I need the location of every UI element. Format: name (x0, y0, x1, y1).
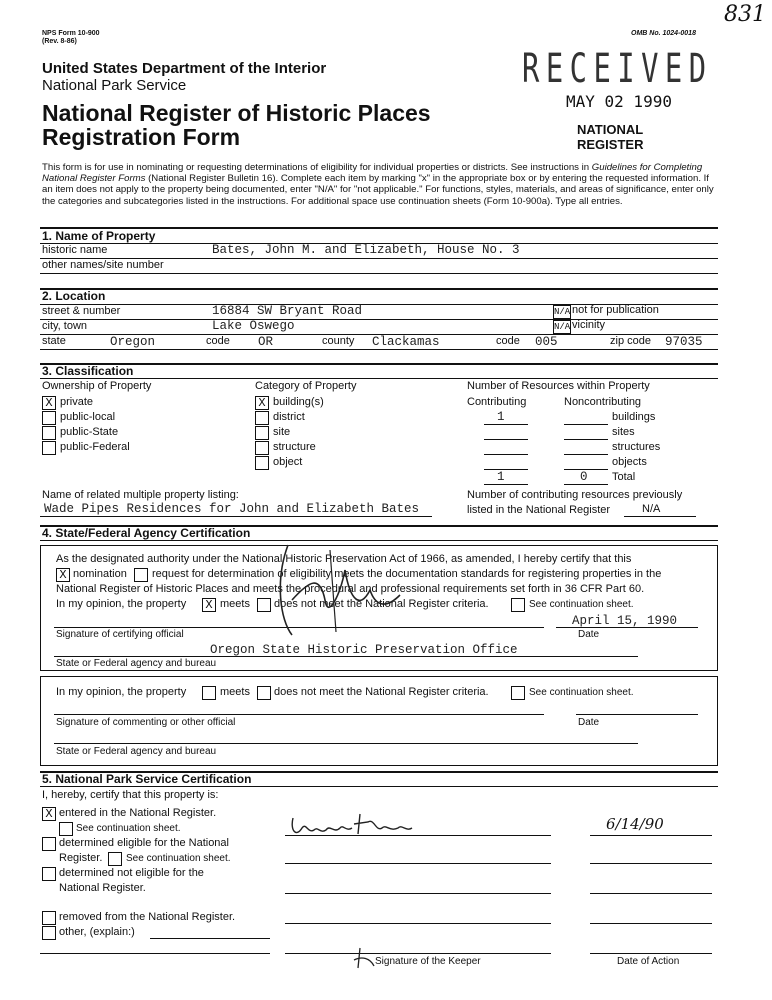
form-title-line1: National Register of Historic Places (42, 100, 431, 126)
agency-label: State or Federal agency and bureau (56, 658, 217, 669)
other-names-label: other names/site number (42, 259, 164, 271)
section5-header: 5. National Park Service Certification (42, 772, 252, 786)
commenting-label: Signature of commenting or other official (56, 717, 236, 728)
related-listing-value[interactable]: Wade Pipes Residences for John and Elizabeth Bates (44, 502, 420, 516)
rule (590, 893, 712, 894)
other-label: other, (explain:) (59, 926, 135, 938)
category-site-label: site (273, 426, 291, 438)
see-continuation2-label: See continuation sheet. (529, 687, 634, 698)
see-continuation-checkbox[interactable] (511, 598, 525, 612)
see-continuation2-checkbox[interactable] (511, 686, 525, 700)
resources-total-contributing[interactable]: 1 (497, 470, 505, 484)
entered-checkbox[interactable]: X (42, 807, 56, 821)
state-code-label: code (206, 335, 230, 347)
handwritten-number: 831 (724, 2, 766, 27)
ownership-public-federal-label: public-Federal (60, 441, 130, 453)
agency2-label: State or Federal agency and bureau (56, 746, 217, 757)
rule (564, 484, 608, 485)
not-for-publication-checkbox[interactable]: N/A (554, 307, 571, 317)
not-meets2-label: does not meet the National Register criteria. (274, 686, 489, 698)
date2-label: Date (578, 717, 600, 728)
historic-name-label: historic name (42, 244, 108, 256)
rule (285, 893, 551, 894)
ownership-private-label: private (60, 396, 94, 408)
agency-value[interactable]: Oregon State Historic Preservation Office (210, 643, 518, 657)
county-code-value[interactable]: 005 (535, 335, 558, 349)
rule (40, 319, 718, 320)
cert-date-value[interactable]: April 15, 1990 (572, 614, 678, 628)
resources-structures-label: structures (612, 441, 661, 453)
not-eligible-checkbox[interactable] (42, 867, 56, 881)
rule (40, 786, 718, 787)
nomination-label: nomination (73, 568, 127, 580)
request-label: request for determination of eligibility meets the documentation standards for registering properties in the (152, 568, 662, 580)
category-building-checkbox[interactable]: X (255, 396, 269, 410)
instructions-text: This form is for use in nominating or requesting determinations of eligibility for individual properties or districts. See instructions in Guidelines for Completing National Register Forms (National Register Bulletin 16). Complete each item by marking "x" in the appropriate box or by entering the requested information. If an item does not apply to the property being documented, enter "N/A" for "not applicable." For functions, styles, materials, and areas of significance, enter only the categories and subcategories listed in the instructions. For additional space use continuation sheets (Form 10-900a). Type all entries. (42, 162, 714, 207)
rule (40, 273, 718, 274)
form-revision: (Rev. 8-86) (42, 38, 77, 45)
street-value[interactable]: 16884 SW Bryant Road (212, 304, 363, 318)
keeper-label: Signature of the Keeper (375, 956, 481, 967)
category-object-checkbox[interactable] (255, 456, 269, 470)
resources-objects-label: objects (612, 456, 647, 468)
rule (484, 424, 528, 425)
noncontributing-label: Noncontributing (564, 396, 642, 408)
rule (150, 938, 270, 939)
certifying-signature (270, 540, 420, 640)
county-label: county (322, 335, 355, 347)
see-continuation-label: See continuation sheet. (529, 599, 634, 610)
meets2-label: meets (220, 686, 250, 698)
date-of-action-label: Date of Action (617, 956, 680, 967)
zip-label: zip code (610, 335, 651, 347)
rule (285, 953, 551, 954)
section5-intro: I, hereby, certify that this property is: (42, 789, 219, 801)
vicinity-label: vicinity (572, 319, 606, 331)
not-eligible-label-1: determined not eligible for the (59, 867, 204, 879)
rule (285, 923, 551, 924)
received-stamp: RECEIVED (522, 46, 713, 92)
resources-buildings-label: buildings (612, 411, 656, 423)
resources-total-noncontributing[interactable]: 0 (580, 470, 588, 484)
not-eligible-label-2: National Register. (59, 882, 146, 894)
street-label: street & number (42, 305, 121, 317)
rule (590, 835, 712, 836)
department-title: United States Department of the Interior (42, 60, 327, 77)
rule (40, 378, 718, 379)
action-date-value[interactable]: 6/14/90 (606, 815, 664, 833)
county-value[interactable]: Clackamas (372, 335, 440, 349)
keeper-signature (288, 810, 418, 842)
category-label: Category of Property (255, 380, 357, 392)
section2-header: 2. Location (42, 289, 106, 303)
rule (576, 714, 698, 715)
form-number: NPS Form 10-900 (42, 30, 100, 37)
request-checkbox[interactable] (134, 568, 148, 582)
form-title-line2: Registration Form (42, 124, 241, 150)
resources-total-label: Total (612, 471, 636, 483)
section4-header: 4. State/Federal Agency Certification (42, 526, 251, 540)
section2-rule (40, 288, 718, 290)
section1-header: 1. Name of Property (42, 229, 156, 243)
rule (40, 516, 432, 517)
rule (484, 469, 528, 470)
zip-value[interactable]: 97035 (665, 335, 703, 349)
ownership-public-local-checkbox[interactable] (42, 411, 56, 425)
stamp-national: NATIONAL (577, 122, 644, 137)
rule (40, 349, 718, 350)
rule (54, 656, 638, 657)
not-meets-label: does not meet the National Register criteria. (274, 598, 489, 610)
category-building-label: building(s) (273, 396, 324, 408)
rule (285, 863, 551, 864)
vicinity-checkbox[interactable]: N/A (554, 322, 571, 332)
state-code-value[interactable]: OR (258, 335, 274, 349)
not-meets2-checkbox[interactable] (257, 686, 271, 700)
rule (54, 743, 638, 744)
cert-text-line1: As the designated authority under the National Historic Preservation Act of 1966, as amended, I hereby certify that this (56, 553, 632, 565)
rule (484, 454, 528, 455)
opinion-prefix: In my opinion, the property (56, 598, 187, 610)
rule (590, 923, 712, 924)
rule (564, 454, 608, 455)
category-district-label: district (273, 411, 305, 423)
omb-number: OMB No. 1024-0018 (631, 30, 696, 37)
rule (484, 484, 528, 485)
signature-label: Signature of certifying official (56, 629, 184, 640)
section3-rule (40, 363, 718, 365)
resources-sites-label: sites (612, 426, 635, 438)
received-date: MAY 02 1990 (566, 92, 672, 111)
ownership-public-local-label: public-local (60, 411, 116, 423)
eligible-label-1: determined eligible for the National (59, 837, 229, 849)
city-label: city, town (42, 320, 88, 332)
ownership-public-state-label: public-State (60, 426, 119, 438)
category-structure-label: structure (273, 441, 316, 453)
state-label: state (42, 335, 66, 347)
ownership-public-federal-checkbox[interactable] (42, 441, 56, 455)
rule (624, 516, 696, 517)
category-structure-checkbox[interactable] (255, 441, 269, 455)
meets-label: meets (220, 598, 250, 610)
resources-buildings-contributing[interactable]: 1 (497, 410, 505, 424)
prev-listed-label-1: Number of contributing resources previously (467, 489, 683, 501)
eligible-checkbox[interactable] (42, 837, 56, 851)
ownership-label: Ownership of Property (42, 380, 152, 392)
prev-listed-label-2: listed in the National Register (467, 504, 611, 516)
category-site-checkbox[interactable] (255, 426, 269, 440)
see-cont-b-checkbox[interactable] (108, 852, 122, 866)
other-checkbox[interactable] (42, 926, 56, 940)
rule (556, 627, 698, 628)
category-district-checkbox[interactable] (255, 411, 269, 425)
cert-text-line3: National Register of Historic Places and meets the procedural and professional requirements set forth in 36 CFR Part 60. (56, 583, 645, 595)
category-object-label: object (273, 456, 303, 468)
meets-checkbox[interactable]: X (202, 598, 216, 612)
prev-listed-value[interactable]: N/A (642, 503, 661, 515)
removed-label: removed from the National Register. (59, 911, 236, 923)
rule (590, 953, 712, 954)
related-listing-label: Name of related multiple property listing: (42, 489, 239, 501)
state-value[interactable]: Oregon (110, 335, 156, 349)
ownership-private-checkbox[interactable]: X (42, 396, 56, 410)
removed-checkbox[interactable] (42, 911, 56, 925)
historic-name-value[interactable]: Bates, John M. and Elizabeth, House No. 3 (212, 243, 520, 257)
rule (54, 714, 544, 715)
meets2-checkbox[interactable] (202, 686, 216, 700)
see-cont-a-label: See continuation sheet. (76, 823, 181, 834)
opinion2-prefix: In my opinion, the property (56, 686, 187, 698)
rule (484, 439, 528, 440)
city-value[interactable]: Lake Oswego (212, 319, 295, 333)
rule (285, 835, 551, 836)
eligible-label-2: Register. (59, 852, 103, 864)
service-title: National Park Service (42, 77, 187, 94)
nomination-checkbox[interactable]: X (56, 568, 70, 582)
resources-label: Number of Resources within Property (467, 380, 650, 392)
county-code-label: code (496, 335, 520, 347)
rule (564, 424, 608, 425)
rule (40, 953, 270, 954)
see-cont-a-checkbox[interactable] (59, 822, 73, 836)
date-label: Date (578, 629, 600, 640)
not-meets-checkbox[interactable] (257, 598, 271, 612)
rule (564, 439, 608, 440)
ownership-public-state-checkbox[interactable] (42, 426, 56, 440)
entered-label: entered in the National Register. (59, 807, 217, 819)
not-for-publication-label: not for publication (572, 304, 659, 316)
see-cont-b-label: See continuation sheet. (126, 853, 231, 864)
contributing-label: Contributing (467, 396, 527, 408)
stamp-register: REGISTER (577, 137, 644, 152)
rule (590, 863, 712, 864)
section3-header: 3. Classification (42, 364, 134, 378)
